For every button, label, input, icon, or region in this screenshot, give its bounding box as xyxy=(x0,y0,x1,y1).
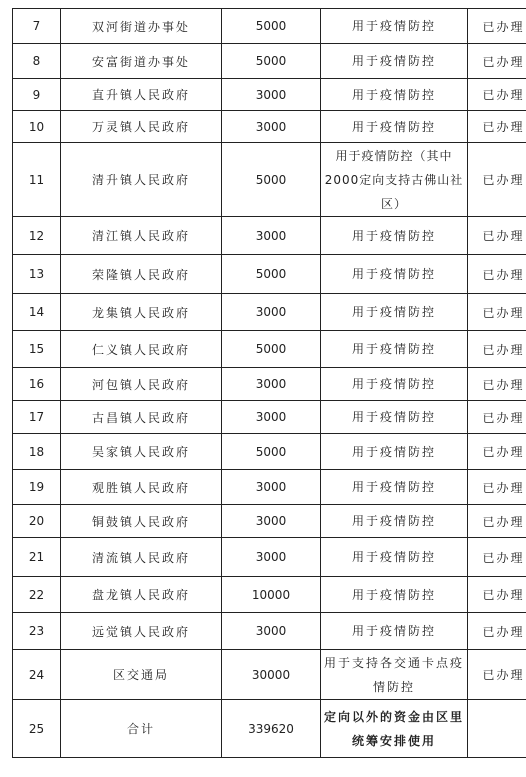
table-row xyxy=(13,255,526,294)
status: 已办理 xyxy=(468,577,526,613)
row-number: 19 xyxy=(13,470,61,505)
amount: 3000 xyxy=(222,613,321,650)
organization-name: 清江镇人民政府 xyxy=(61,217,222,255)
row-number: 14 xyxy=(13,294,61,331)
organization-name: 龙集镇人民政府 xyxy=(61,294,222,331)
organization-name: 吴家镇人民政府 xyxy=(61,434,222,470)
amount: 5000 xyxy=(222,143,321,217)
table-row xyxy=(13,470,526,505)
status: 已办理 xyxy=(468,650,526,700)
amount: 5000 xyxy=(222,44,321,79)
table-row xyxy=(13,613,526,650)
row-number: 25 xyxy=(13,700,61,758)
purpose: 用于疫情防控 xyxy=(321,255,468,294)
row-number: 16 xyxy=(13,368,61,401)
organization-name: 盘龙镇人民政府 xyxy=(61,577,222,613)
status: 已办理 xyxy=(468,538,526,577)
table-row xyxy=(13,577,526,613)
status: 已办理 xyxy=(468,44,526,79)
amount: 3000 xyxy=(222,505,321,538)
status: 已办理 xyxy=(468,331,526,368)
purpose: 用于疫情防控 xyxy=(321,577,468,613)
amount: 3000 xyxy=(222,79,321,111)
row-number: 13 xyxy=(13,255,61,294)
organization-name: 古昌镇人民政府 xyxy=(61,401,222,434)
row-number: 23 xyxy=(13,613,61,650)
status: 已办理 xyxy=(468,143,526,217)
purpose: 用于疫情防控 xyxy=(321,331,468,368)
row-number: 21 xyxy=(13,538,61,577)
status: 已办理 xyxy=(468,434,526,470)
amount: 3000 xyxy=(222,401,321,434)
total-row xyxy=(13,700,526,758)
status: 已办理 xyxy=(468,9,526,44)
table-row xyxy=(13,9,526,44)
status: 已办理 xyxy=(468,79,526,111)
status: 已办理 xyxy=(468,470,526,505)
status xyxy=(468,700,526,758)
organization-name: 荣隆镇人民政府 xyxy=(61,255,222,294)
organization-name: 区交通局 xyxy=(61,650,222,700)
purpose: 用于支持各交通卡点疫情防控 xyxy=(321,650,468,700)
table-row xyxy=(13,368,526,401)
organization-name: 仁义镇人民政府 xyxy=(61,331,222,368)
row-number: 20 xyxy=(13,505,61,538)
organization-name: 清升镇人民政府 xyxy=(61,143,222,217)
status: 已办理 xyxy=(468,255,526,294)
organization-name: 铜鼓镇人民政府 xyxy=(61,505,222,538)
purpose: 用于疫情防控 xyxy=(321,434,468,470)
organization-name: 直升镇人民政府 xyxy=(61,79,222,111)
purpose: 用于疫情防控 xyxy=(321,613,468,650)
organization-name: 远觉镇人民政府 xyxy=(61,613,222,650)
purpose: 用于疫情防控 xyxy=(321,368,468,401)
organization-name: 清流镇人民政府 xyxy=(61,538,222,577)
table-row xyxy=(13,44,526,79)
amount: 3000 xyxy=(222,111,321,143)
amount: 5000 xyxy=(222,434,321,470)
purpose: 用于疫情防控 xyxy=(321,9,468,44)
organization-name: 河包镇人民政府 xyxy=(61,368,222,401)
status: 已办理 xyxy=(468,294,526,331)
row-number: 22 xyxy=(13,577,61,613)
status: 已办理 xyxy=(468,505,526,538)
purpose: 用于疫情防控 xyxy=(321,401,468,434)
row-number: 17 xyxy=(13,401,61,434)
organization-name: 万灵镇人民政府 xyxy=(61,111,222,143)
status: 已办理 xyxy=(468,368,526,401)
purpose: 用于疫情防控 xyxy=(321,294,468,331)
status: 已办理 xyxy=(468,217,526,255)
row-number: 8 xyxy=(13,44,61,79)
amount: 5000 xyxy=(222,255,321,294)
amount: 3000 xyxy=(222,538,321,577)
row-number: 24 xyxy=(13,650,61,700)
table-row xyxy=(13,505,526,538)
purpose: 用于疫情防控 xyxy=(321,79,468,111)
purpose: 用于疫情防控 xyxy=(321,44,468,79)
total-label: 合计 xyxy=(61,700,222,758)
table-row xyxy=(13,331,526,368)
table-row xyxy=(13,538,526,577)
row-number: 15 xyxy=(13,331,61,368)
table-row xyxy=(13,294,526,331)
organization-name: 观胜镇人民政府 xyxy=(61,470,222,505)
table-row xyxy=(13,217,526,255)
status: 已办理 xyxy=(468,111,526,143)
row-number: 18 xyxy=(13,434,61,470)
amount: 3000 xyxy=(222,470,321,505)
purpose: 用于疫情防控 xyxy=(321,111,468,143)
table-row xyxy=(13,79,526,111)
purpose: 用于疫情防控 xyxy=(321,505,468,538)
row-number: 12 xyxy=(13,217,61,255)
total-note: 定向以外的资金由区里统筹安排使用 xyxy=(321,700,468,758)
table-row xyxy=(13,434,526,470)
purpose: 用于疫情防控 xyxy=(321,470,468,505)
amount: 3000 xyxy=(222,217,321,255)
purpose: 用于疫情防控 xyxy=(321,538,468,577)
status: 已办理 xyxy=(468,613,526,650)
organization-name: 双河街道办事处 xyxy=(61,9,222,44)
organization-name: 安富街道办事处 xyxy=(61,44,222,79)
row-number: 10 xyxy=(13,111,61,143)
amount: 5000 xyxy=(222,9,321,44)
amount: 10000 xyxy=(222,577,321,613)
amount: 3000 xyxy=(222,368,321,401)
row-number: 7 xyxy=(13,9,61,44)
table-row xyxy=(13,401,526,434)
amount: 30000 xyxy=(222,650,321,700)
table-row xyxy=(13,650,526,700)
amount: 5000 xyxy=(222,331,321,368)
total-amount: 339620 xyxy=(222,700,321,758)
table-row xyxy=(13,111,526,143)
purpose: 用于疫情防控 xyxy=(321,217,468,255)
purpose: 用于疫情防控（其中2000定向支持古佛山社区） xyxy=(321,143,468,217)
donation-table xyxy=(12,8,526,758)
row-number: 9 xyxy=(13,79,61,111)
amount: 3000 xyxy=(222,294,321,331)
table-row xyxy=(13,143,526,217)
row-number: 11 xyxy=(13,143,61,217)
status: 已办理 xyxy=(468,401,526,434)
